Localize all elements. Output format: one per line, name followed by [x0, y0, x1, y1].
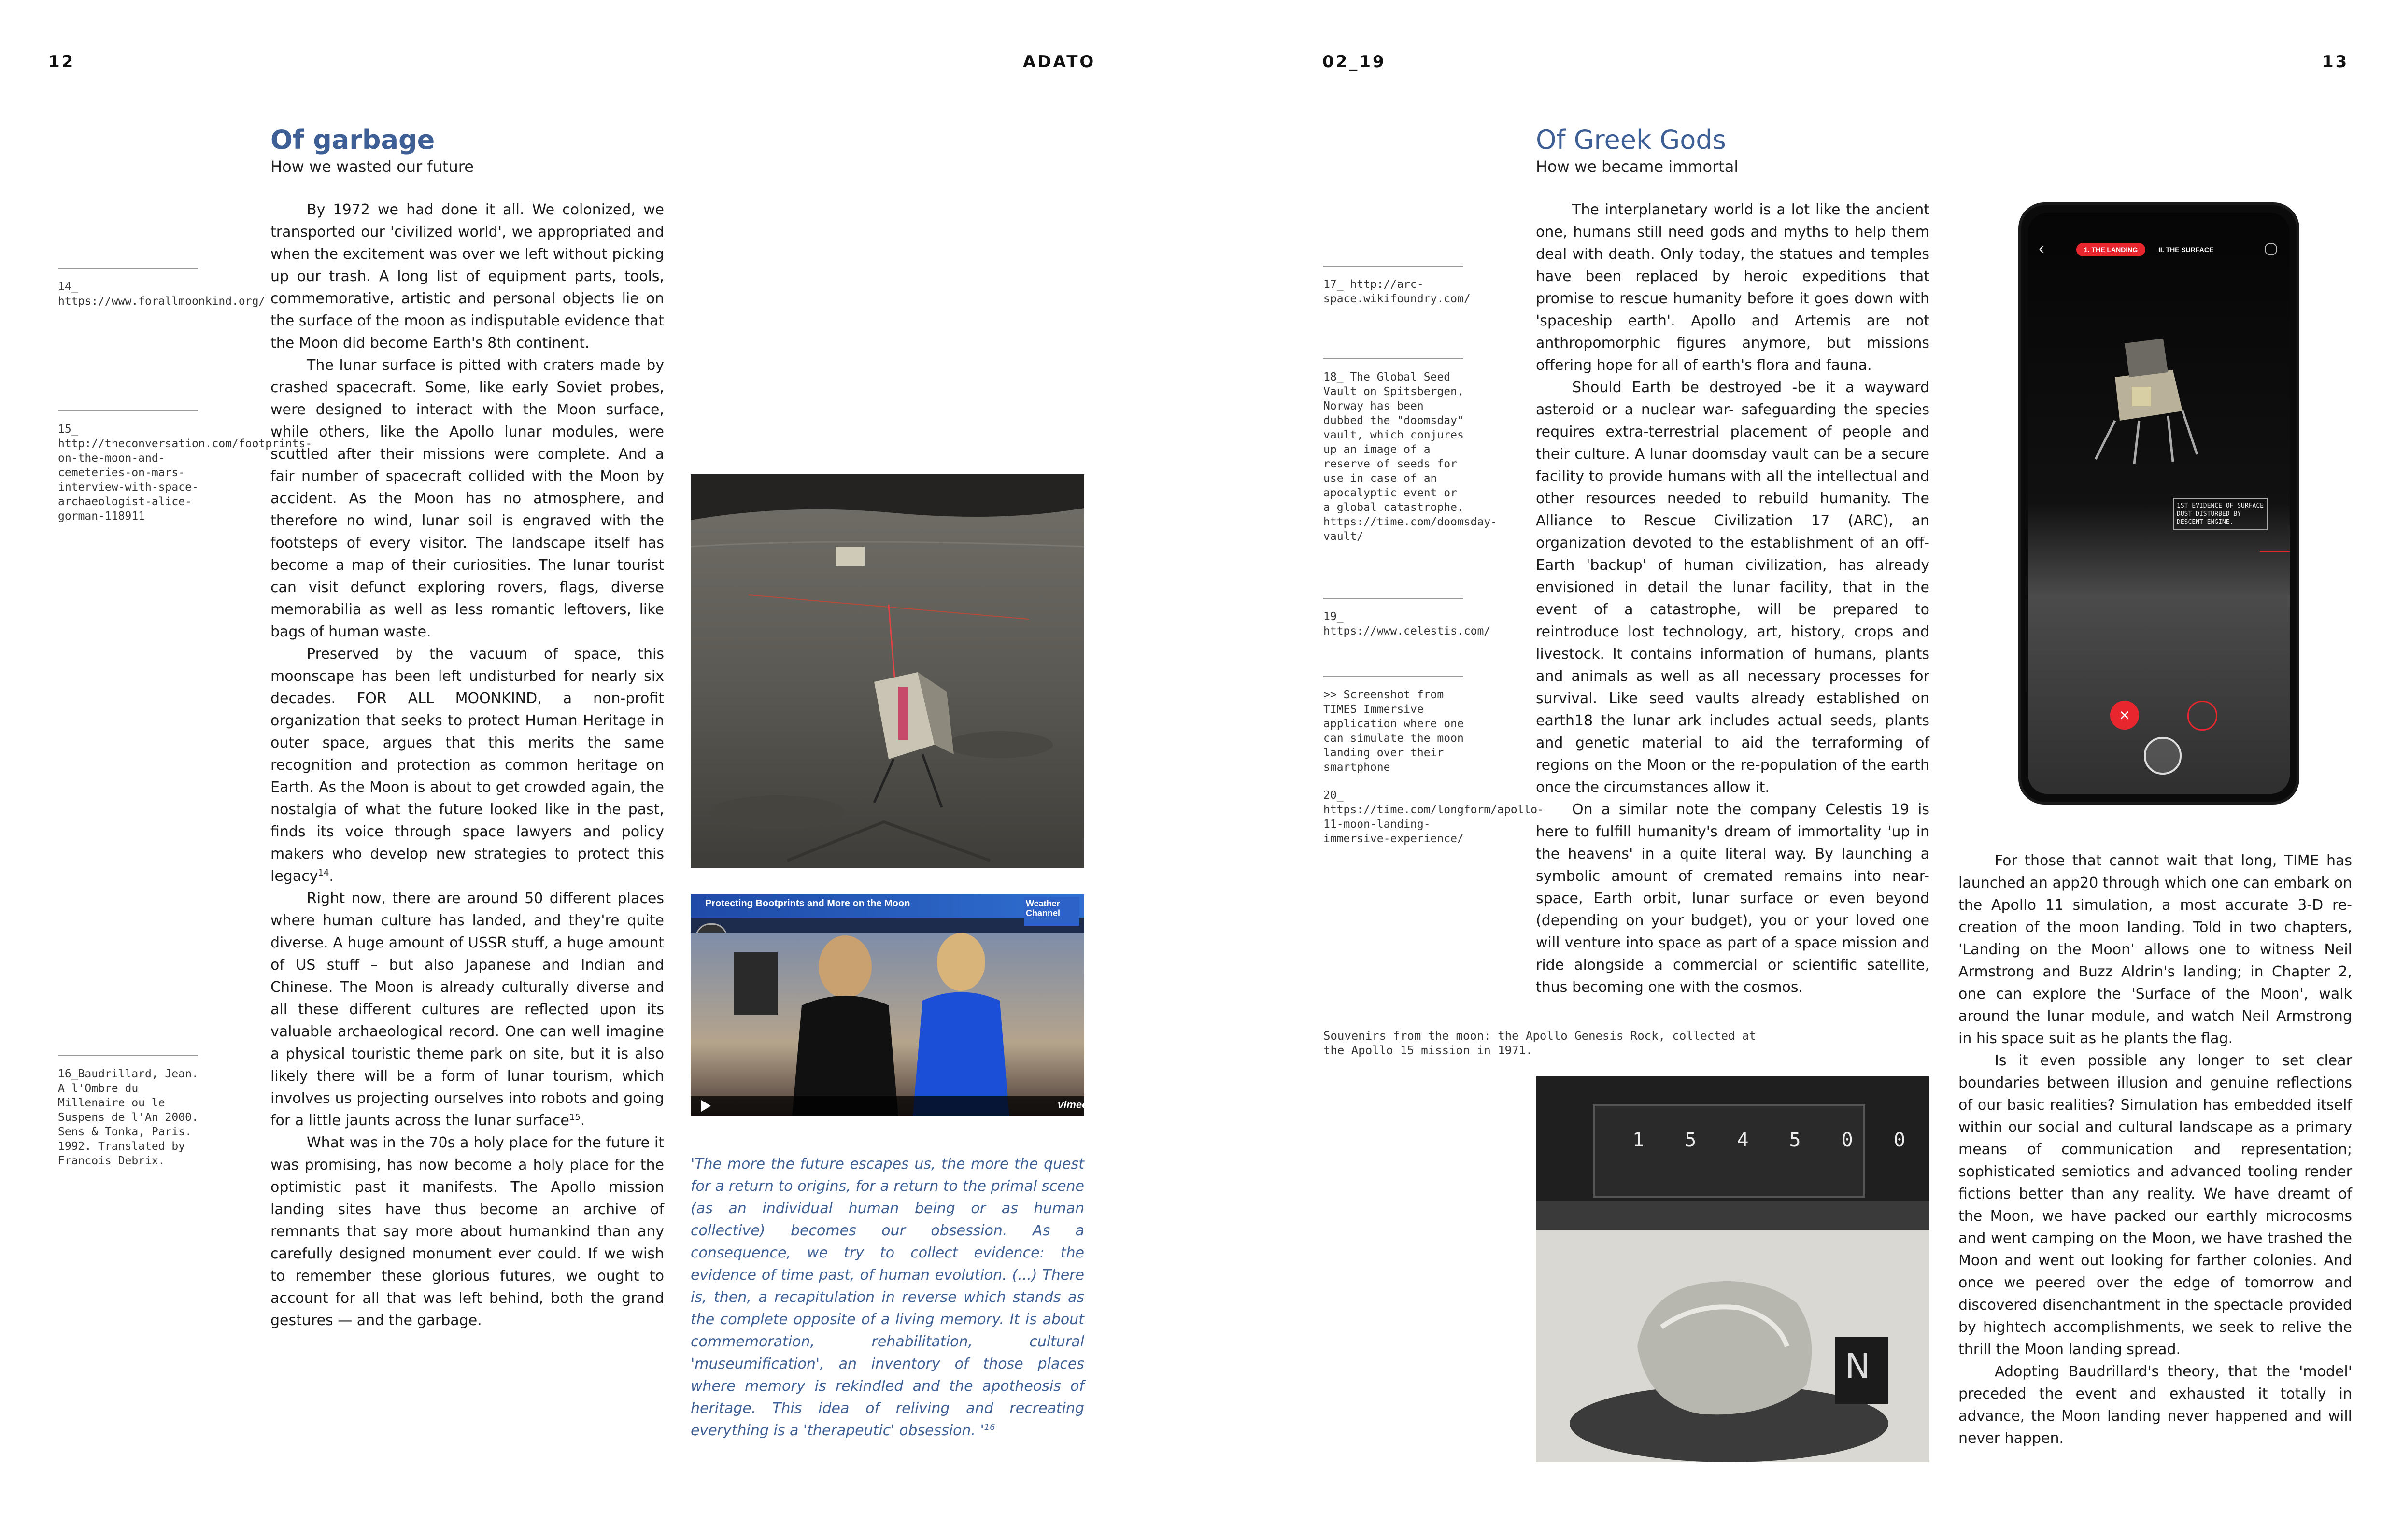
paragraph: Adopting Baudrillard's theory, that the 'model' preceded the event and exhausted it totally in advance, the Moon landing never happened and will never happen. [1958, 1363, 2352, 1447]
paragraph: By 1972 we had done it all. We colonized, we transported our 'civilized world', we appropriated and when the excitement was over we left without picking up our trash. A long list of equipment parts, tools, commemorative, artistic and personal objects lie on the surface of the moon as indisputable evidence that the Moon did become Earth's 8th continent. [270, 201, 664, 352]
footnote-17: 17_ http://arc-space.wikifoundry.com/ [1323, 266, 1468, 306]
page-number-left: 12 [48, 52, 75, 71]
footnote-18: 18_ The Global Seed Vault on Spitsbergen, Norway has been dubbed the "doomsday" vault, which conjures up an image of a reserve of seeds for use in case of an apocalyptic event or a global catastrophe. https://time.com/doomsday-vault/ [1323, 358, 1468, 544]
footnote-14: 14_ https://www.forallmoonkind.org/ [58, 268, 203, 309]
article-body-garbage [270, 199, 664, 1332]
footnote-ref[interactable]: 14 [318, 868, 329, 878]
astronaut-icon[interactable] [2187, 701, 2217, 731]
paragraph: On a similar note the company Celestis 19 is here to fulfill humanity's dream of immortality 'up in the heavens' in a quite literal way. By launching a symbolic amount of cremated remains into near-space, Earth orbit, lunar surface or even beyond (depending on your budget), you or your loved one will venture into space as part of a space mission and ride alongside a commercial or scientific satellite, thus becoming one with the cosmos. [1536, 801, 1929, 996]
article-subtitle-garbage: How we wasted our future [270, 157, 474, 176]
vimeo-logo: vimeo [1058, 1099, 1089, 1111]
rock-counter: 1 5 4 5 0 0 [1632, 1129, 1920, 1151]
footnote-20: 20_ https://time.com/longform/apollo-11-moon-landing-immersive-experience/ [1323, 789, 1544, 845]
footnote-ref[interactable]: 15 [569, 1112, 581, 1122]
paragraph: The lunar surface is pitted with craters made by crashed spacecraft. Some, like early Soviet probes, were designed to interact with the Moon surface, while others, like the Apollo lunar modules, were scuttled after their missions were complete. And a fair number of spacecraft collided with the Moon by accident. As the Moon has no atmosphere, and therefore no wind, lunar soil is engraved with the footsteps of every visitor. The landscape itself has become a map of their curiosities. The lunar tourist can visit defunct exploring rovers, flags, diverse memorabilia as well as less romantic leftovers, like bags of human waste. [270, 357, 664, 640]
moon-surface-photo [691, 474, 1084, 868]
magazine-title: ADATO [1023, 52, 1096, 71]
page-number-right: 13 [2322, 52, 2349, 71]
presenters-image [691, 933, 1084, 1116]
article-subtitle-greek-gods: How we became immortal [1536, 157, 1739, 176]
pull-quote: 'The more the future escapes us, the more the quest for a return to origins, for a return to the primal scene (as an individual human being or as human collective) becomes our obsession. As a consequence, we try to collect evidence: the evidence of time past, of human evolution. (...) There is, then, a recapitulation in reverse which stands as the complete opposite of a living memory. It is about commemoration, rehabilitation, cultural 'museumification', an inventory of those places where memory is rekindled and the apotheosis of heritage. This idea of reliving and recreating everything is a 'therapeutic' obsession. '$^{16}$ [691, 1156, 1084, 1439]
video-player[interactable] [691, 894, 1089, 1116]
lunar-module-image [2086, 324, 2202, 469]
footnote-16: 16_Baudrillard, Jean. A l'Ombre du Millenaire ou le Suspens de l'An 2000. Sens & Tonka, Paris. 1992. Translated by Francois Debrix. [58, 1055, 203, 1168]
footnote-19: 19_ https://www.celestis.com/ [1323, 598, 1468, 638]
tab-the-landing[interactable]: 1. THE LANDING [2076, 243, 2145, 256]
paragraph: The interplanetary world is a lot like the ancient one, humans still need gods and myths to help them deal with death. Only today, the statues and temples have been replaced by heroic expeditions that promise to rescue humanity before it goes down with 'spaceship earth'. Apollo and Artemis are not anthropomorphic figures anymore, but missions offering hope for all of earth's flora and fauna. [1536, 201, 1929, 374]
channel-logo: Weather Channel [1024, 897, 1079, 926]
play-icon[interactable] [701, 1100, 711, 1112]
camera-icon[interactable] [2144, 737, 2182, 775]
close-icon[interactable]: × [2110, 701, 2139, 730]
article-body-greek-gods-col1 [1536, 199, 1929, 999]
footnote-15: 15_ http://theconversation.com/footprints-on-the-moon-and-cemeteries-on-mars-interview-with-space-archaeologist-alice-gorman-118911 [58, 410, 203, 523]
paragraph: Should Earth be destroyed -be it a wayward asteroid or a nuclear war- safeguarding the species requires extra-terrestrial placement of people and their culture. A lunar doomsday vault can be a secure facility to provide humans with all the intellectual and other resources needed to rebuild humanity. The Alliance to Rescue Civilization 17 (ARC), an organization devoted to the establishment of an off-Earth 'backup' of human civilization, has already envisioned in detail the lunar facility, that in the event of a catastrophe, will be prepared to reintroduce lost technology, art, history, crops and livestock. It contains information of humans, plants and animals as well as all necessary processes for survival. Like seed vaults already established on earth18 the lunar ark includes actual seeds, plants and genetic material to aid the terraforming of regions on the Moon or the re-population of the earth once the circumstances allow it. [1536, 379, 1929, 796]
phone-screenshot [2021, 205, 2297, 802]
paragraph: Preserved by the vacuum of space, this moonscape has been left undisturbed for nearly six decades. FOR ALL MOONKIND, a non-profit organization that seeks to protect Human Heritage in outer space, argues that this merits the same recognition and protection as common heritage on Earth. As the Moon is about to get crowded again, the nostalgia of what the future looked like in the past, finds its voice through space lawyers and policy makers who develop new strategies to protect this legacy$^{14}$. [270, 646, 664, 885]
screenshot-note: >> Screenshot from TIMES Immersive application where one can simulate the moon landing over their smartphone [1323, 676, 1468, 775]
paragraph: Right now, there are around 50 different places where human culture has landed, and they're quite diverse. A huge amount of USSR stuff, a huge amount of US stuff – but also Japanese and Indian and Chinese. The Moon is already culturally diverse and all these different cultures are reflected upon its valuable archaeological record. One can well imagine a physical touristic theme park on site, but it is also likely there will be a form of lunar tourism, which involves us projecting ourselves into robots and going for a little jaunts across the lunar surface$^{15}$. [270, 890, 664, 1129]
tab-the-surface[interactable]: II. THE SURFACE [2158, 246, 2214, 254]
rock-photo-caption: Souvenirs from the moon: the Apollo Genesis Rock, collected at the Apollo 15 mission in 1971. [1323, 1029, 1756, 1057]
genesis-rock-photo [1536, 1076, 1929, 1462]
article-body-greek-gods-col2 [1958, 850, 2352, 1450]
info-icon[interactable] [2265, 243, 2277, 255]
issue-number: 02_19 [1322, 52, 1386, 71]
paragraph: Is it even possible any longer to set clear boundaries between illusion and genuine reflections of our basic realities? Simulation has embedded itself within our social and cultural landscape as a primary means of communication and representation; sophisticated semiotics and advanced tooling render fictions better than any reality. We have dreamt of the Moon, we have packed our earthly microcosms and went camping on the Moon, we have trashed the Moon and went out looking for farther colonies. And once we peered over the edge of tomorrow and discovered disenchantment in the spectacle provided by hightech accomplishments, we seek to relive the thrill the Moon landing spread. [1958, 1052, 2352, 1358]
article-title-garbage: Of garbage [270, 125, 435, 155]
video-headline: Protecting Bootprints and More on the Moon [705, 898, 910, 909]
article-title-greek-gods: Of Greek Gods [1536, 125, 1726, 155]
rock-label: N [1845, 1346, 1871, 1386]
back-chevron-icon[interactable]: ‹ [2039, 238, 2044, 258]
paragraph: For those that cannot wait that long, TIME has launched an app20 through which one can embark on the Apollo 11 simulation, a most accurate 3-D re-creation of the moon landing. Told in two chapters, 'Landing on the Moon' allows one to witness Neil Armstrong and Buzz Aldrin's landing; in Chapter 2, one can explore the 'Surface of the Moon', walk around the lunar module, and watch Neil Armstrong in his space suit as he plants the flag. [1958, 852, 2352, 1047]
evidence-callout: 1ST EVIDENCE OF SURFACE DUST DISTURBED BY DESCENT ENGINE. [2173, 498, 2268, 530]
paragraph: What was in the 70s a holy place for the future it was promising, has now become a holy place for the optimistic past it manifests. The Apollo mission landing sites have thus become an archive of remnants that say more about humankind than any carefully designed monument ever could. If we wish to remember these glorious futures, we ought to account for all that was left behind, both the grand gestures — and the garbage. [270, 1134, 664, 1329]
